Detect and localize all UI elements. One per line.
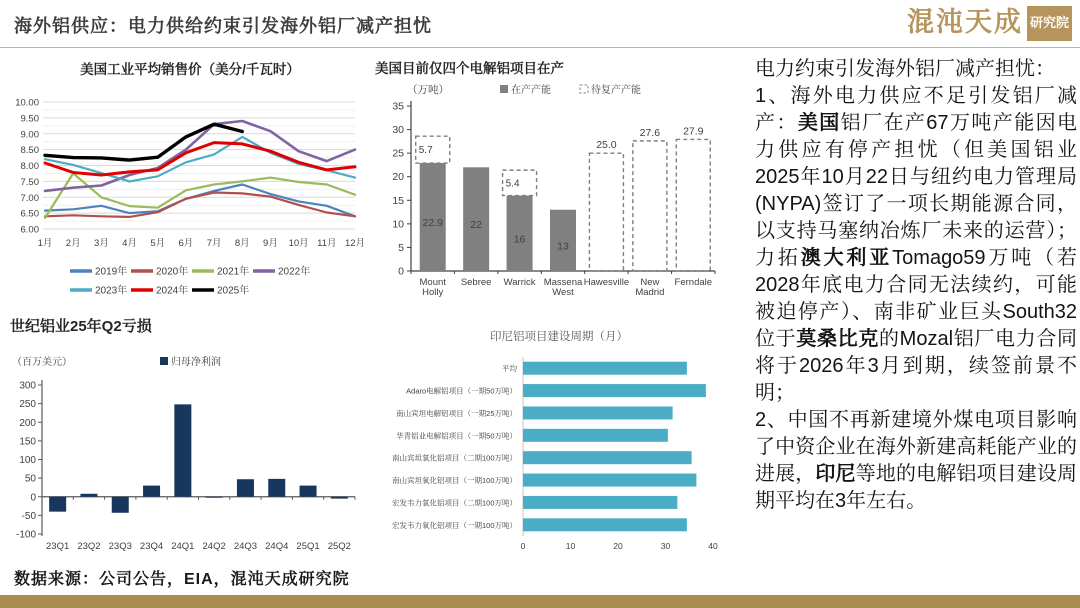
chart-title: 世纪铝业25年Q2亏损	[10, 318, 152, 335]
svg-text:10: 10	[392, 218, 404, 231]
line-chart-canvas	[10, 78, 370, 300]
svg-text:20: 20	[392, 171, 404, 184]
svg-text:200: 200	[19, 417, 36, 429]
header-divider	[0, 47, 1080, 48]
svg-text:16: 16	[513, 233, 526, 246]
svg-text:23Q1: 23Q1	[46, 541, 70, 552]
brand-logo-text: 混沌天成	[906, 7, 1023, 38]
svg-text:2022年: 2022年	[278, 266, 311, 278]
svg-text:2023年: 2023年	[95, 285, 128, 297]
analysis-text-bold: 澳大利亚	[800, 247, 893, 269]
brand-logo-badge: 研究院	[1027, 6, 1072, 41]
svg-text:宏发韦力氧化铝项目（二期100万吨）: 宏发韦力氧化铝项目（二期100万吨）	[391, 498, 517, 508]
svg-text:23Q2: 23Q2	[77, 541, 101, 552]
svg-text:22.9: 22.9	[422, 217, 443, 230]
source-note: 数据来源：公司公告，EIA，混沌天成研究院	[14, 571, 350, 588]
svg-text:宏发韦力氧化铝项目（一期100万吨）: 宏发韦力氧化铝项目（一期100万吨）	[391, 520, 517, 530]
svg-text:27.6: 27.6	[639, 126, 661, 139]
svg-text:-50: -50	[21, 510, 36, 522]
svg-text:Madrid: Madrid	[635, 287, 665, 298]
svg-text:15: 15	[392, 194, 404, 207]
svg-text:Adaro电解铝项目（一期50万吨）: Adaro电解铝项目（一期50万吨）	[406, 386, 517, 396]
bottom-accent-bar	[0, 595, 1080, 608]
analysis-text-bold: 莫桑比克	[796, 328, 880, 350]
svg-text:12月: 12月	[344, 238, 366, 249]
svg-text:5.7: 5.7	[418, 145, 433, 157]
svg-text:9月: 9月	[263, 238, 278, 249]
hbar-chart-canvas	[375, 350, 743, 555]
chart-indonesia-project-cycle	[375, 328, 743, 555]
svg-text:5月: 5月	[150, 238, 166, 249]
svg-text:（万吨）: （万吨）	[407, 84, 449, 96]
svg-text:华青铝业电解铝项目（一期50万吨）: 华青铝业电解铝项目（一期50万吨）	[396, 431, 517, 441]
svg-text:3月: 3月	[93, 238, 109, 249]
svg-text:5.4: 5.4	[505, 178, 520, 190]
svg-text:8.00: 8.00	[20, 161, 39, 172]
analysis-text: 等地的电解铝项目建设周期平均在3年左右。	[755, 463, 1078, 512]
chart-title: 美国工业平均销售价（美分/千瓦时）	[80, 62, 300, 77]
page-title: 海外铝供应：电力供给约束引发海外铝厂减产担忧	[14, 16, 432, 36]
svg-text:11月: 11月	[317, 238, 337, 249]
svg-text:30: 30	[660, 541, 671, 551]
svg-text:35: 35	[392, 100, 404, 113]
svg-text:24Q1: 24Q1	[171, 541, 195, 552]
svg-text:0: 0	[30, 492, 36, 504]
chart-century-aluminum-profit	[10, 315, 370, 557]
svg-text:25: 25	[392, 147, 404, 160]
svg-text:250: 250	[19, 399, 36, 411]
svg-text:2020年: 2020年	[156, 266, 189, 278]
analysis-text: 电力约束引发海外铝厂减产担忧：	[755, 58, 1055, 80]
svg-text:7.50: 7.50	[20, 176, 39, 188]
svg-text:9.50: 9.50	[20, 113, 39, 125]
svg-text:Mount: Mount	[419, 277, 446, 288]
svg-text:6月: 6月	[178, 238, 194, 249]
svg-text:Warrick: Warrick	[503, 277, 536, 288]
analysis-panel	[755, 56, 1077, 515]
svg-text:-100: -100	[15, 529, 36, 541]
svg-text:4月: 4月	[122, 238, 137, 249]
svg-text:7.00: 7.00	[20, 192, 39, 204]
svg-text:24Q2: 24Q2	[202, 541, 226, 552]
svg-text:Sebree: Sebree	[460, 277, 492, 288]
svg-text:25Q2: 25Q2	[327, 541, 351, 552]
svg-text:New: New	[640, 277, 660, 288]
svg-text:南山宾坦电解铝项目（一期25万吨）: 南山宾坦电解铝项目（一期25万吨）	[396, 408, 517, 418]
svg-text:9.00: 9.00	[20, 129, 39, 141]
analysis-text: 的Mozal铝厂电力合同将于2026年3月到期，续签前景不明；	[755, 328, 1078, 404]
svg-text:Ferndale: Ferndale	[674, 277, 713, 288]
bar-chart-canvas	[375, 77, 743, 322]
svg-text:30: 30	[392, 124, 404, 137]
svg-text:150: 150	[19, 436, 36, 448]
analysis-text-bold: 印尼	[815, 463, 856, 485]
svg-text:2021年: 2021年	[217, 266, 250, 278]
analysis-text-bold: 美国	[797, 112, 841, 134]
svg-text:20: 20	[613, 541, 623, 551]
svg-text:8.50: 8.50	[20, 145, 39, 157]
svg-text:10月: 10月	[288, 238, 309, 249]
svg-text:40: 40	[708, 541, 718, 551]
svg-text:13: 13	[557, 240, 569, 253]
analysis-text: 2、中国不再新建境外煤电项目影响了中资企业在海外新建高耗能产业的进展，	[755, 409, 1077, 485]
svg-text:23Q3: 23Q3	[108, 541, 132, 552]
analysis-paragraph-2	[755, 407, 1077, 515]
svg-text:（百万美元）: （百万美元）	[12, 357, 72, 368]
analysis-text: Tomago59万吨（若2028年底电力合同无法续约，可能被迫停产）、南非矿业巨头South32位于	[755, 247, 1077, 350]
svg-text:在产产能: 在产产能	[511, 85, 551, 96]
svg-text:归母净利润: 归母净利润	[171, 357, 221, 368]
svg-text:300: 300	[19, 380, 36, 392]
svg-text:0: 0	[520, 541, 526, 551]
svg-text:平均: 平均	[502, 364, 517, 374]
svg-text:24Q3: 24Q3	[233, 541, 258, 552]
analysis-heading	[755, 56, 1077, 83]
svg-text:1月: 1月	[37, 238, 53, 249]
analysis-paragraph-1	[755, 83, 1077, 407]
svg-text:Massena: Massena	[543, 277, 583, 288]
svg-text:Hawesville: Hawesville	[583, 277, 630, 288]
svg-text:West: West	[552, 287, 574, 298]
svg-text:6.50: 6.50	[20, 208, 39, 220]
svg-text:0: 0	[398, 265, 404, 278]
svg-text:23Q4: 23Q4	[139, 541, 164, 552]
svg-text:6.00: 6.00	[20, 224, 39, 236]
svg-text:2024年: 2024年	[156, 285, 189, 297]
svg-text:10: 10	[565, 541, 576, 551]
analysis-text: 1、海外电力供应不足引发铝厂减产：	[755, 85, 1077, 134]
analysis-text: 铝厂在产67万吨产能因电力供应有停产担忧（但美国铝业2025年10月22日与纽约电力管理局(NYPA)签订了一项长期能源合同，以支持马塞纳冶炼厂未来的运营）；力拓	[755, 112, 1078, 269]
svg-text:2月: 2月	[65, 238, 81, 249]
svg-text:2019年: 2019年	[95, 266, 128, 278]
svg-text:25.0: 25.0	[596, 139, 617, 152]
svg-text:8月: 8月	[234, 238, 250, 249]
chart-title: 印尼铝项目建设周期（月）	[490, 331, 628, 343]
svg-text:Holly: Holly	[422, 287, 444, 298]
chart-us-industrial-electricity-price	[10, 58, 370, 300]
svg-text:南山宾坦氧化铝项目（一期100万吨）: 南山宾坦氧化铝项目（一期100万吨）	[391, 476, 517, 486]
column-chart-canvas	[10, 337, 370, 557]
svg-text:待复产产能: 待复产产能	[591, 85, 641, 96]
svg-text:10.00: 10.00	[15, 97, 39, 109]
brand-logo	[907, 5, 1072, 41]
svg-text:5: 5	[398, 241, 404, 254]
svg-text:24Q4: 24Q4	[265, 541, 289, 552]
svg-text:2025年: 2025年	[217, 285, 250, 297]
svg-text:27.9: 27.9	[683, 125, 704, 138]
svg-text:100: 100	[19, 455, 36, 466]
svg-text:南山宾坦氧化铝项目（二期100万吨）: 南山宾坦氧化铝项目（二期100万吨）	[391, 453, 517, 463]
svg-text:7月: 7月	[206, 238, 222, 249]
chart-title: 美国目前仅四个电解铝项目在产	[375, 61, 564, 76]
svg-text:50: 50	[24, 473, 36, 485]
svg-text:22: 22	[470, 219, 482, 232]
chart-us-smelter-projects	[375, 57, 743, 322]
svg-text:25Q1: 25Q1	[296, 541, 320, 552]
